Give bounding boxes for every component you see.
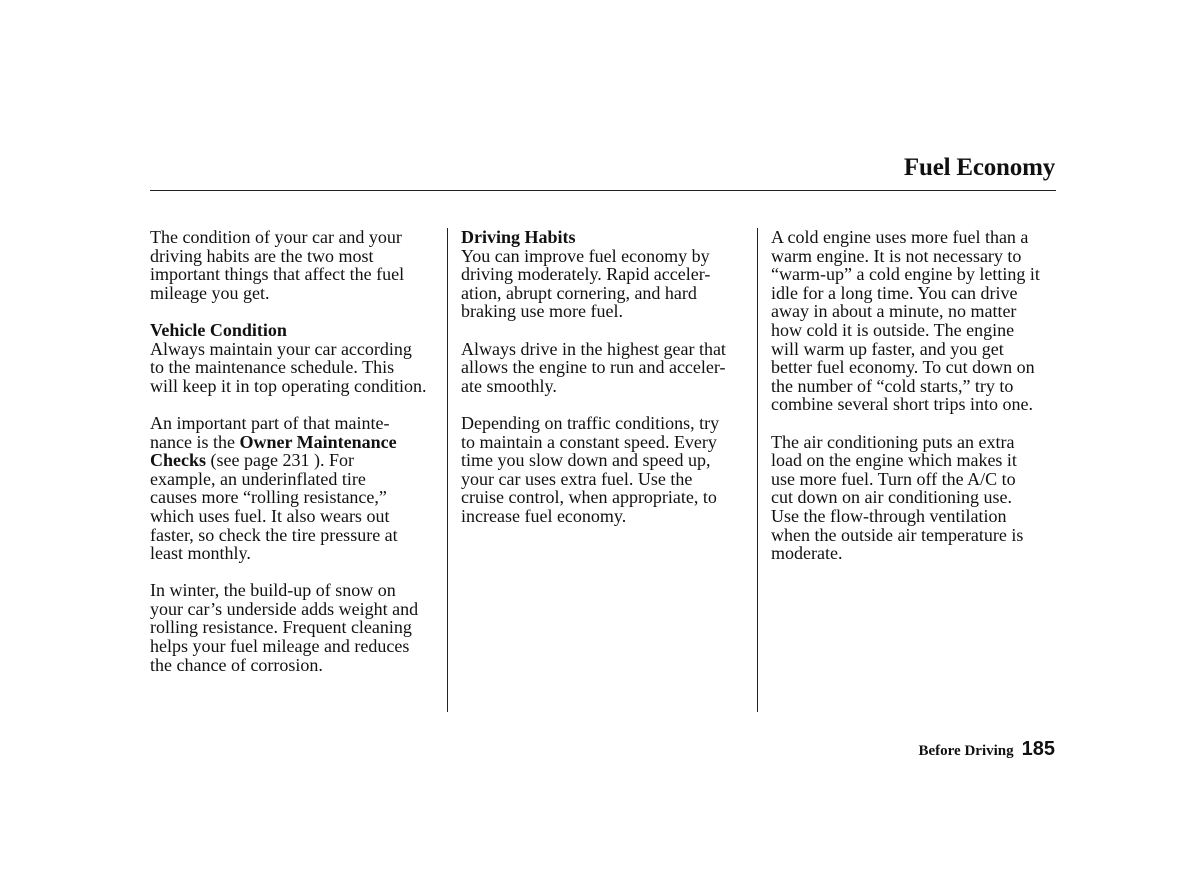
text-line: An important part of that mainte- [150, 412, 390, 433]
text-line: In winter, the build-up of snow on [150, 580, 396, 601]
text-fragment: (see page 231 ). For [206, 450, 354, 471]
text-line: braking use more fuel. [461, 301, 623, 322]
text-line: how cold it is outside. The engine [771, 319, 1015, 340]
text-line: warm engine. It is not necessary to [771, 245, 1022, 266]
text-line: allows the engine to run and acceler- [461, 357, 726, 378]
text-line: combine several short trips into one. [771, 394, 1033, 415]
column-divider-2 [757, 228, 758, 712]
text-line: You can improve fuel economy by [461, 245, 710, 266]
text-line: The air conditioning puts an extra [771, 431, 1015, 452]
text-line: Depending on traffic conditions, try [461, 412, 720, 433]
text-line: which uses fuel. It also wears out [150, 505, 390, 526]
text-line: your car’s underside adds weight and [150, 598, 419, 619]
text-line: Use the flow-through ventilation [771, 505, 1007, 526]
vehicle-condition-section [150, 321, 442, 395]
text-line: rolling resistance. Frequent cleaning [150, 617, 412, 638]
text-line: idle for a long time. You can drive [771, 282, 1018, 303]
text-line: “warm-up” a cold engine by letting it [771, 264, 1040, 285]
text-line: better fuel economy. To cut down on [771, 357, 1035, 378]
page-title: Fuel Economy [903, 154, 1055, 181]
text-line: causes more “rolling resistance,” [150, 487, 387, 508]
traffic-paragraph [461, 414, 751, 526]
text-line: ate smoothly. [461, 375, 557, 396]
text-line: time you slow down and speed up, [461, 450, 711, 471]
column-1 [150, 228, 442, 693]
text-line: helps your fuel mileage and reduces [150, 636, 410, 657]
cold-engine-paragraph [771, 228, 1063, 414]
vehicle-condition-heading: Vehicle Condition [150, 319, 287, 340]
text-line: Always maintain your car according [150, 338, 412, 359]
highest-gear-paragraph [461, 340, 751, 396]
air-conditioning-paragraph [771, 433, 1063, 563]
text-line: your car uses extra fuel. Use the [461, 468, 693, 489]
column-3 [771, 228, 1063, 581]
text-line: when the outside air temperature is [771, 524, 1024, 545]
driving-habits-section [461, 228, 751, 321]
text-line: Always drive in the highest gear that [461, 338, 726, 359]
text-line [150, 433, 442, 452]
text-line: the number of “cold starts,” try to [771, 375, 1014, 396]
page-number: 185 [1021, 738, 1055, 760]
text-line: A cold engine uses more fuel than a [771, 227, 1029, 247]
text-line: use more fuel. Turn off the A/C to [771, 468, 1016, 489]
text-line: to the maintenance schedule. This [150, 357, 395, 378]
text-line: ation, abrupt cornering, and hard [461, 282, 697, 303]
text-line [150, 451, 442, 470]
owner-maintenance-link-text-cont: Checks [150, 450, 207, 471]
column-2 [461, 228, 751, 544]
text-line: important things that affect the fuel [150, 264, 405, 285]
text-line: cut down on air conditioning use. [771, 487, 1012, 508]
text-line: mileage you get. [150, 282, 270, 303]
text-line: will keep it in top operating condition. [150, 375, 427, 396]
page-footer [919, 738, 1056, 761]
text-line: away in about a minute, no matter [771, 301, 1017, 322]
text-line: increase fuel economy. [461, 505, 627, 526]
text-line: driving moderately. Rapid acceler- [461, 264, 711, 285]
intro-paragraph [150, 228, 442, 302]
driving-habits-heading: Driving Habits [461, 227, 576, 247]
text-line: will warm up faster, and you get [771, 338, 1004, 359]
winter-paragraph [150, 581, 442, 674]
text-line: moderate. [771, 543, 843, 564]
text-line: to maintain a constant speed. Every [461, 431, 717, 452]
title-divider [150, 190, 1056, 191]
text-fragment: nance is the [150, 431, 240, 452]
text-line: faster, so check the tire pressure at [150, 524, 398, 545]
owner-maintenance-link-text: Owner Maintenance [239, 431, 397, 452]
text-line: least monthly. [150, 543, 251, 564]
text-line: cruise control, when appropriate, to [461, 487, 717, 508]
owner-maintenance-paragraph [150, 414, 442, 563]
footer-section-name: Before Driving [918, 743, 1014, 759]
text-line: The condition of your car and your [150, 227, 402, 247]
text-line: driving habits are the two most [150, 245, 374, 266]
text-line: load on the engine which makes it [771, 450, 1017, 471]
text-line: example, an underinflated tire [150, 468, 366, 489]
text-line: the chance of corrosion. [150, 654, 323, 675]
column-divider-1 [447, 228, 448, 712]
